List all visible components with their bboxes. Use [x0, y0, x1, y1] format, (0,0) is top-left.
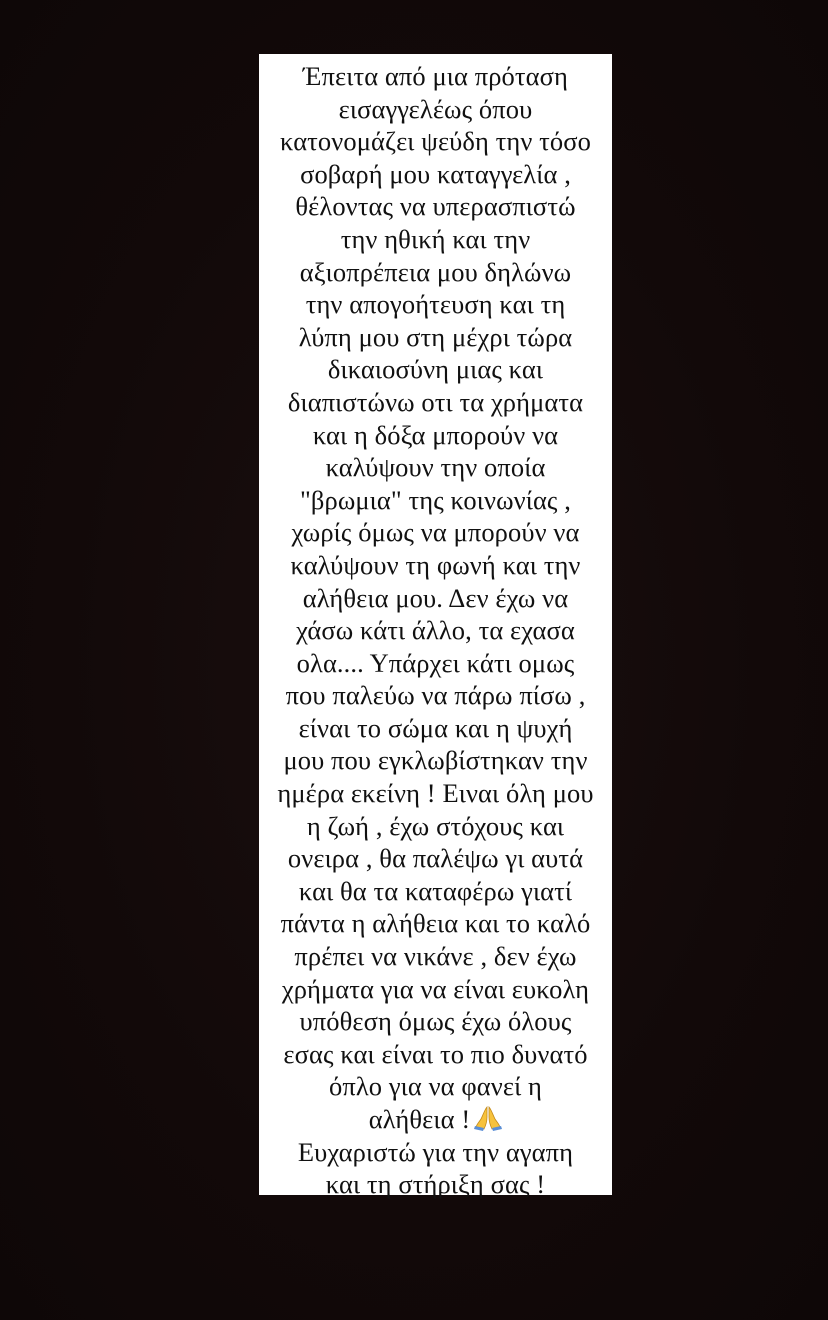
story-line: υπόθεση όμως έχω όλους	[299, 1006, 572, 1037]
story-line: την απογοήτευση και τη	[305, 289, 566, 320]
story-line: θέλοντας να υπερασπιστώ	[295, 191, 576, 222]
story-line: πρέπει να νικάνε , δεν έχω	[294, 941, 577, 972]
story-line: την ηθική και την	[340, 223, 531, 254]
story-line: καλύψουν την οποία	[325, 452, 546, 483]
story-line: και η δόξα μπορούν να	[312, 419, 559, 450]
story-line-with-emoji	[259, 1103, 612, 1136]
story-line: μου που εγκλωβίστηκαν την	[283, 745, 588, 776]
story-line: εσας και είναι το πιο δυνατό	[283, 1038, 588, 1069]
story-line: δικαιοσύνη μιας και	[327, 354, 544, 385]
story-line: αλήθεια μου. Δεν έχω να	[302, 582, 569, 613]
story-line: που παλεύω να πάρω πίσω ,	[285, 680, 586, 711]
story-line: ονειρα , θα παλέψω γι αυτά	[287, 843, 584, 874]
story-text-card	[259, 54, 612, 1200]
story-line: ολα.... Υπάρχει κάτι ομως	[296, 647, 575, 678]
story-line: όπλο για να φανεί η	[329, 1071, 542, 1102]
story-line: διαπιστώνω οτι τα χρήματα	[287, 386, 584, 417]
story-line: σοβαρή μου καταγγελία ,	[300, 158, 571, 189]
story-line: χάσω κάτι άλλο, τα εχασα	[296, 615, 575, 646]
story-line: κατονομάζει ψεύδη την τόσο	[279, 126, 592, 157]
folded-hands-icon	[474, 1105, 502, 1131]
story-line: καλύψουν τη φωνή και την	[290, 549, 581, 580]
story-line: χωρίς όμως να μπορούν να	[291, 517, 580, 548]
story-line: και θα τα καταφέρω γιατί	[298, 875, 573, 906]
story-line: η ζωή , έχω στόχους και	[306, 810, 565, 841]
story-line: Ευχαριστώ για την αγαπη	[297, 1136, 574, 1167]
story-line: πάντα η αλήθεια και το καλό	[280, 908, 591, 939]
story-line: Έπειτα από μια πρόταση	[303, 61, 568, 91]
story-line: και τη στήριξη σας !	[325, 1169, 546, 1200]
story-line: αξιοπρέπεια μου δηλώνω	[299, 256, 572, 287]
story-line: είναι το σώμα και η ψυχή	[298, 712, 573, 743]
story-line: χρήματα για να είναι ευκολη	[281, 973, 590, 1004]
story-line: εισαγγελέως όπου	[338, 93, 533, 124]
story-line: αλήθεια !	[368, 1104, 471, 1134]
story-line: λύπη μου στη μέχρι τώρα	[298, 321, 573, 352]
story-line: ημέρα εκείνη ! Ειναι όλη μου	[277, 778, 594, 809]
story-line: "βρωμια" της κοινωνίας ,	[300, 484, 571, 515]
